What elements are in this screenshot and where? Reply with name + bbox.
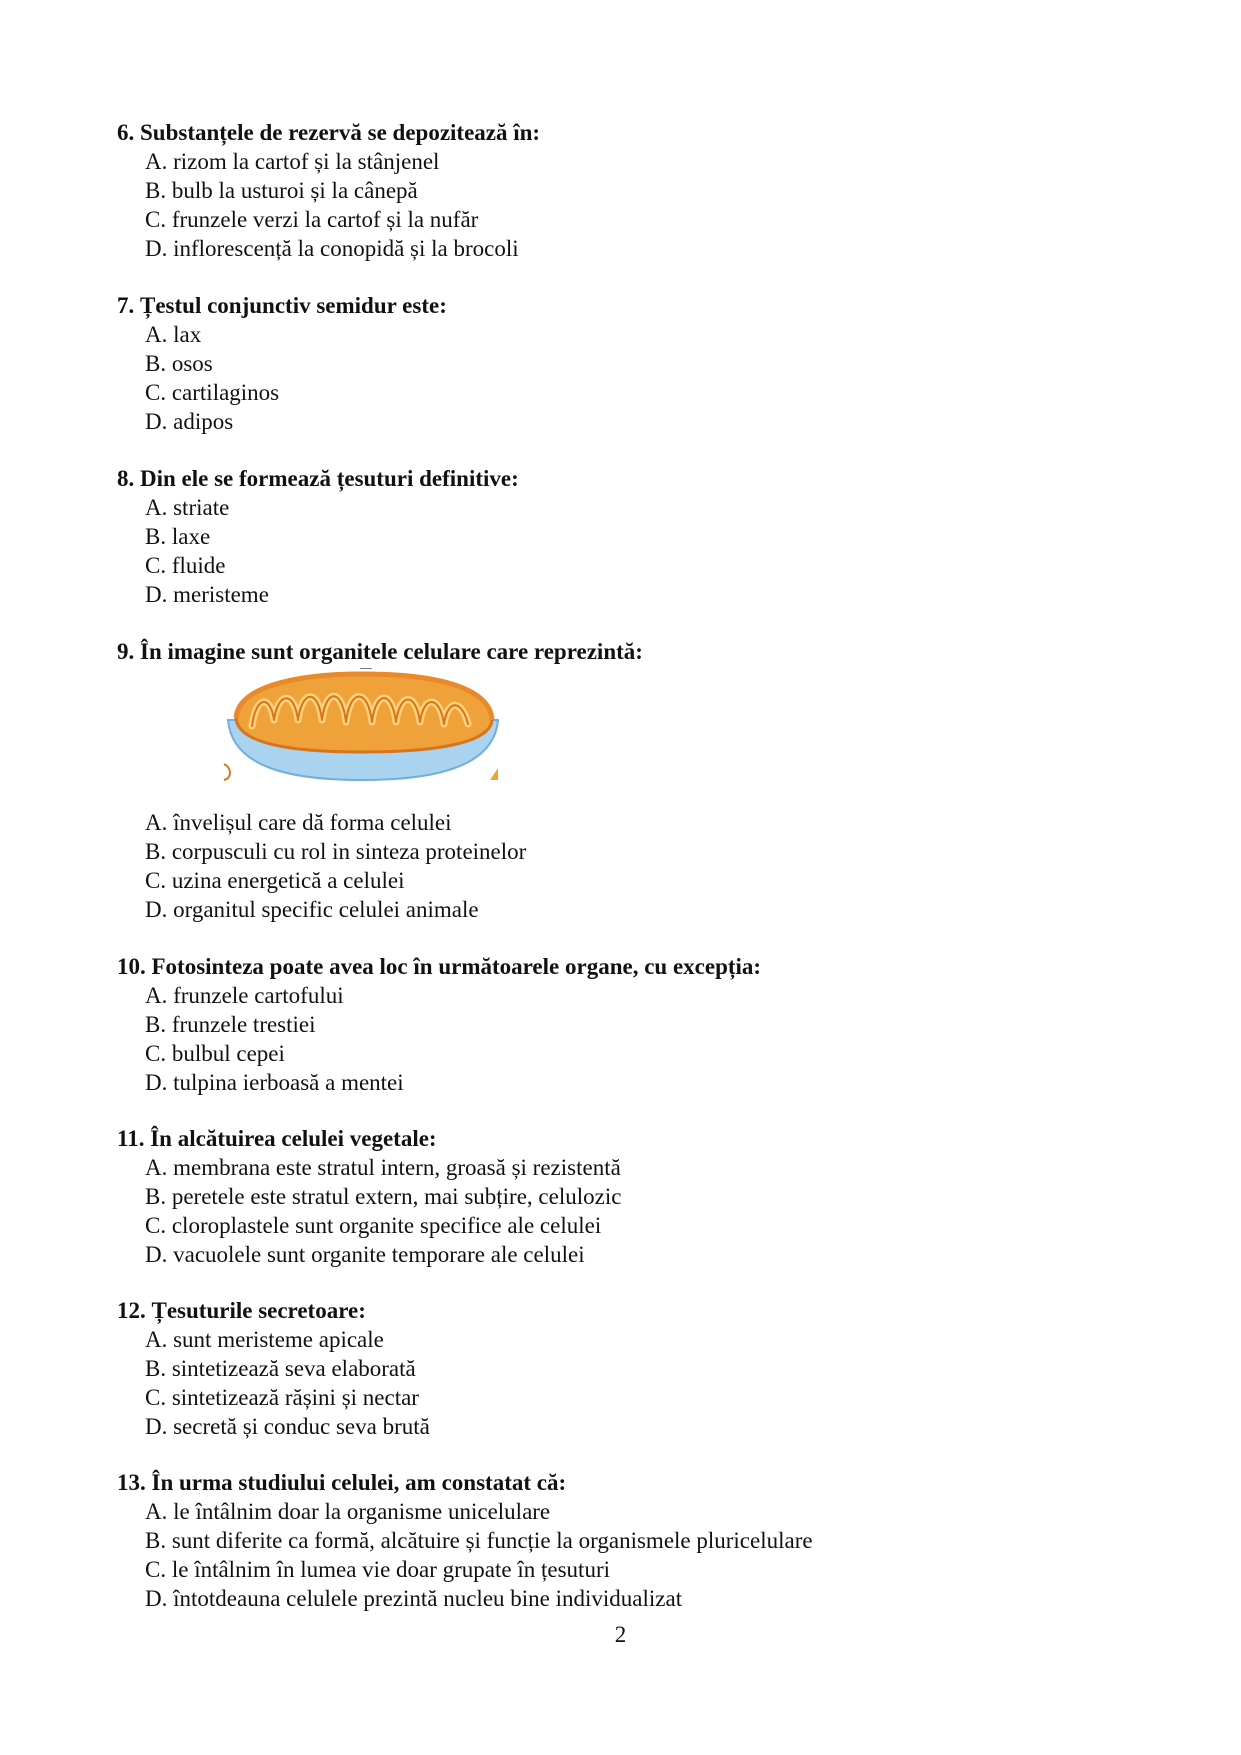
question-title: 9. În imagine sunt organitele celulare care reprezintă: [117, 639, 643, 664]
question-title: 10. Fotosinteza poate avea loc în următoarele organe, cu excepția: [117, 954, 762, 979]
question-10 [117, 952, 1117, 1097]
answer-option[interactable]: B. peretele este stratul extern, mai subțire, celulozic [145, 1184, 622, 1209]
answer-option[interactable]: A. le întâlnim doar la organisme unicelulare [145, 1499, 551, 1524]
answer-option[interactable]: D. secretă și conduc seva brută [145, 1414, 430, 1439]
answer-option[interactable]: C. uzina energetică a celulei [145, 868, 405, 893]
answer-option[interactable]: C. frunzele verzi la cartof și la nufăr [145, 207, 479, 232]
answer-options [117, 808, 1117, 924]
mitochondrion-icon [222, 668, 500, 783]
question-title: 7. Țestul conjunctiv semidur este: [117, 293, 447, 318]
answer-option[interactable]: A. învelișul care dă forma celulei [145, 810, 452, 835]
answer-option[interactable]: B. frunzele trestiei [145, 1012, 316, 1037]
answer-option[interactable]: D. tulpina ierboasă a mentei [145, 1070, 404, 1095]
answer-option[interactable]: B. osos [145, 351, 213, 376]
answer-option[interactable]: A. sunt meristeme apicale [145, 1327, 384, 1352]
answer-option[interactable]: D. vacuolele sunt organite temporare ale celulei [145, 1242, 585, 1267]
question-13 [117, 1468, 1117, 1613]
question-7 [117, 291, 1117, 436]
answer-options [117, 1325, 1117, 1441]
answer-option[interactable]: A. frunzele cartofului [145, 983, 344, 1008]
question-title: 6. Substanțele de rezervă se depozitează în: [117, 120, 541, 145]
answer-options [117, 147, 1117, 263]
answer-option[interactable]: D. inflorescență la conopidă și la brocoli [145, 236, 519, 261]
question-title: 12. Țesuturile secretoare: [117, 1298, 366, 1323]
answer-option[interactable]: B. bulb la usturoi și la cânepă [145, 178, 418, 203]
question-8 [117, 464, 1117, 609]
answer-options [117, 1497, 1117, 1613]
question-6 [117, 118, 1117, 263]
question-11 [117, 1124, 1117, 1269]
question-9 [117, 637, 1117, 666]
page-number: 2 [614, 1622, 627, 1647]
answer-option[interactable]: B. sunt diferite ca formă, alcătuire și funcție la organismele pluricelulare [145, 1528, 813, 1553]
question-9-options [117, 808, 1117, 924]
answer-option[interactable]: C. cartilaginos [145, 380, 280, 405]
answer-option[interactable]: C. cloroplastele sunt organite specifice ale celulei [145, 1213, 602, 1238]
answer-options [117, 493, 1117, 609]
answer-option[interactable]: B. corpusculi cu rol in sinteza proteinelor [145, 839, 527, 864]
answer-option[interactable]: B. laxe [145, 524, 211, 549]
answer-option[interactable]: B. sintetizează seva elaborată [145, 1356, 416, 1381]
answer-option[interactable]: C. bulbul cepei [145, 1041, 285, 1066]
answer-option[interactable]: A. membrana este stratul intern, groasă și rezistentă [145, 1155, 621, 1180]
answer-option[interactable]: C. le întâlnim în lumea vie doar grupate în țesuturi [145, 1557, 610, 1582]
answer-option[interactable]: C. sintetizează rășini și nectar [145, 1385, 419, 1410]
answer-options [117, 1153, 1117, 1269]
question-title: 13. În urma studiului celulei, am constatat că: [117, 1470, 567, 1495]
answer-option[interactable]: A. rizom la cartof și la stânjenel [145, 149, 440, 174]
answer-option[interactable]: D. meristeme [145, 582, 269, 607]
answer-option[interactable]: A. lax [145, 322, 202, 347]
mitochondrion-figure [222, 668, 500, 783]
answer-options [117, 981, 1117, 1097]
question-title: 8. Din ele se formează țesuturi definitive: [117, 466, 519, 491]
answer-options [117, 320, 1117, 436]
answer-option[interactable]: A. striate [145, 495, 230, 520]
answer-option[interactable]: C. fluide [145, 553, 226, 578]
question-title: 11. În alcătuirea celulei vegetale: [117, 1126, 437, 1151]
question-12 [117, 1296, 1117, 1441]
answer-option[interactable]: D. adipos [145, 409, 234, 434]
answer-option[interactable]: D. organitul specific celulei animale [145, 897, 479, 922]
answer-option[interactable]: D. întotdeauna celulele prezintă nucleu bine individualizat [145, 1586, 683, 1611]
